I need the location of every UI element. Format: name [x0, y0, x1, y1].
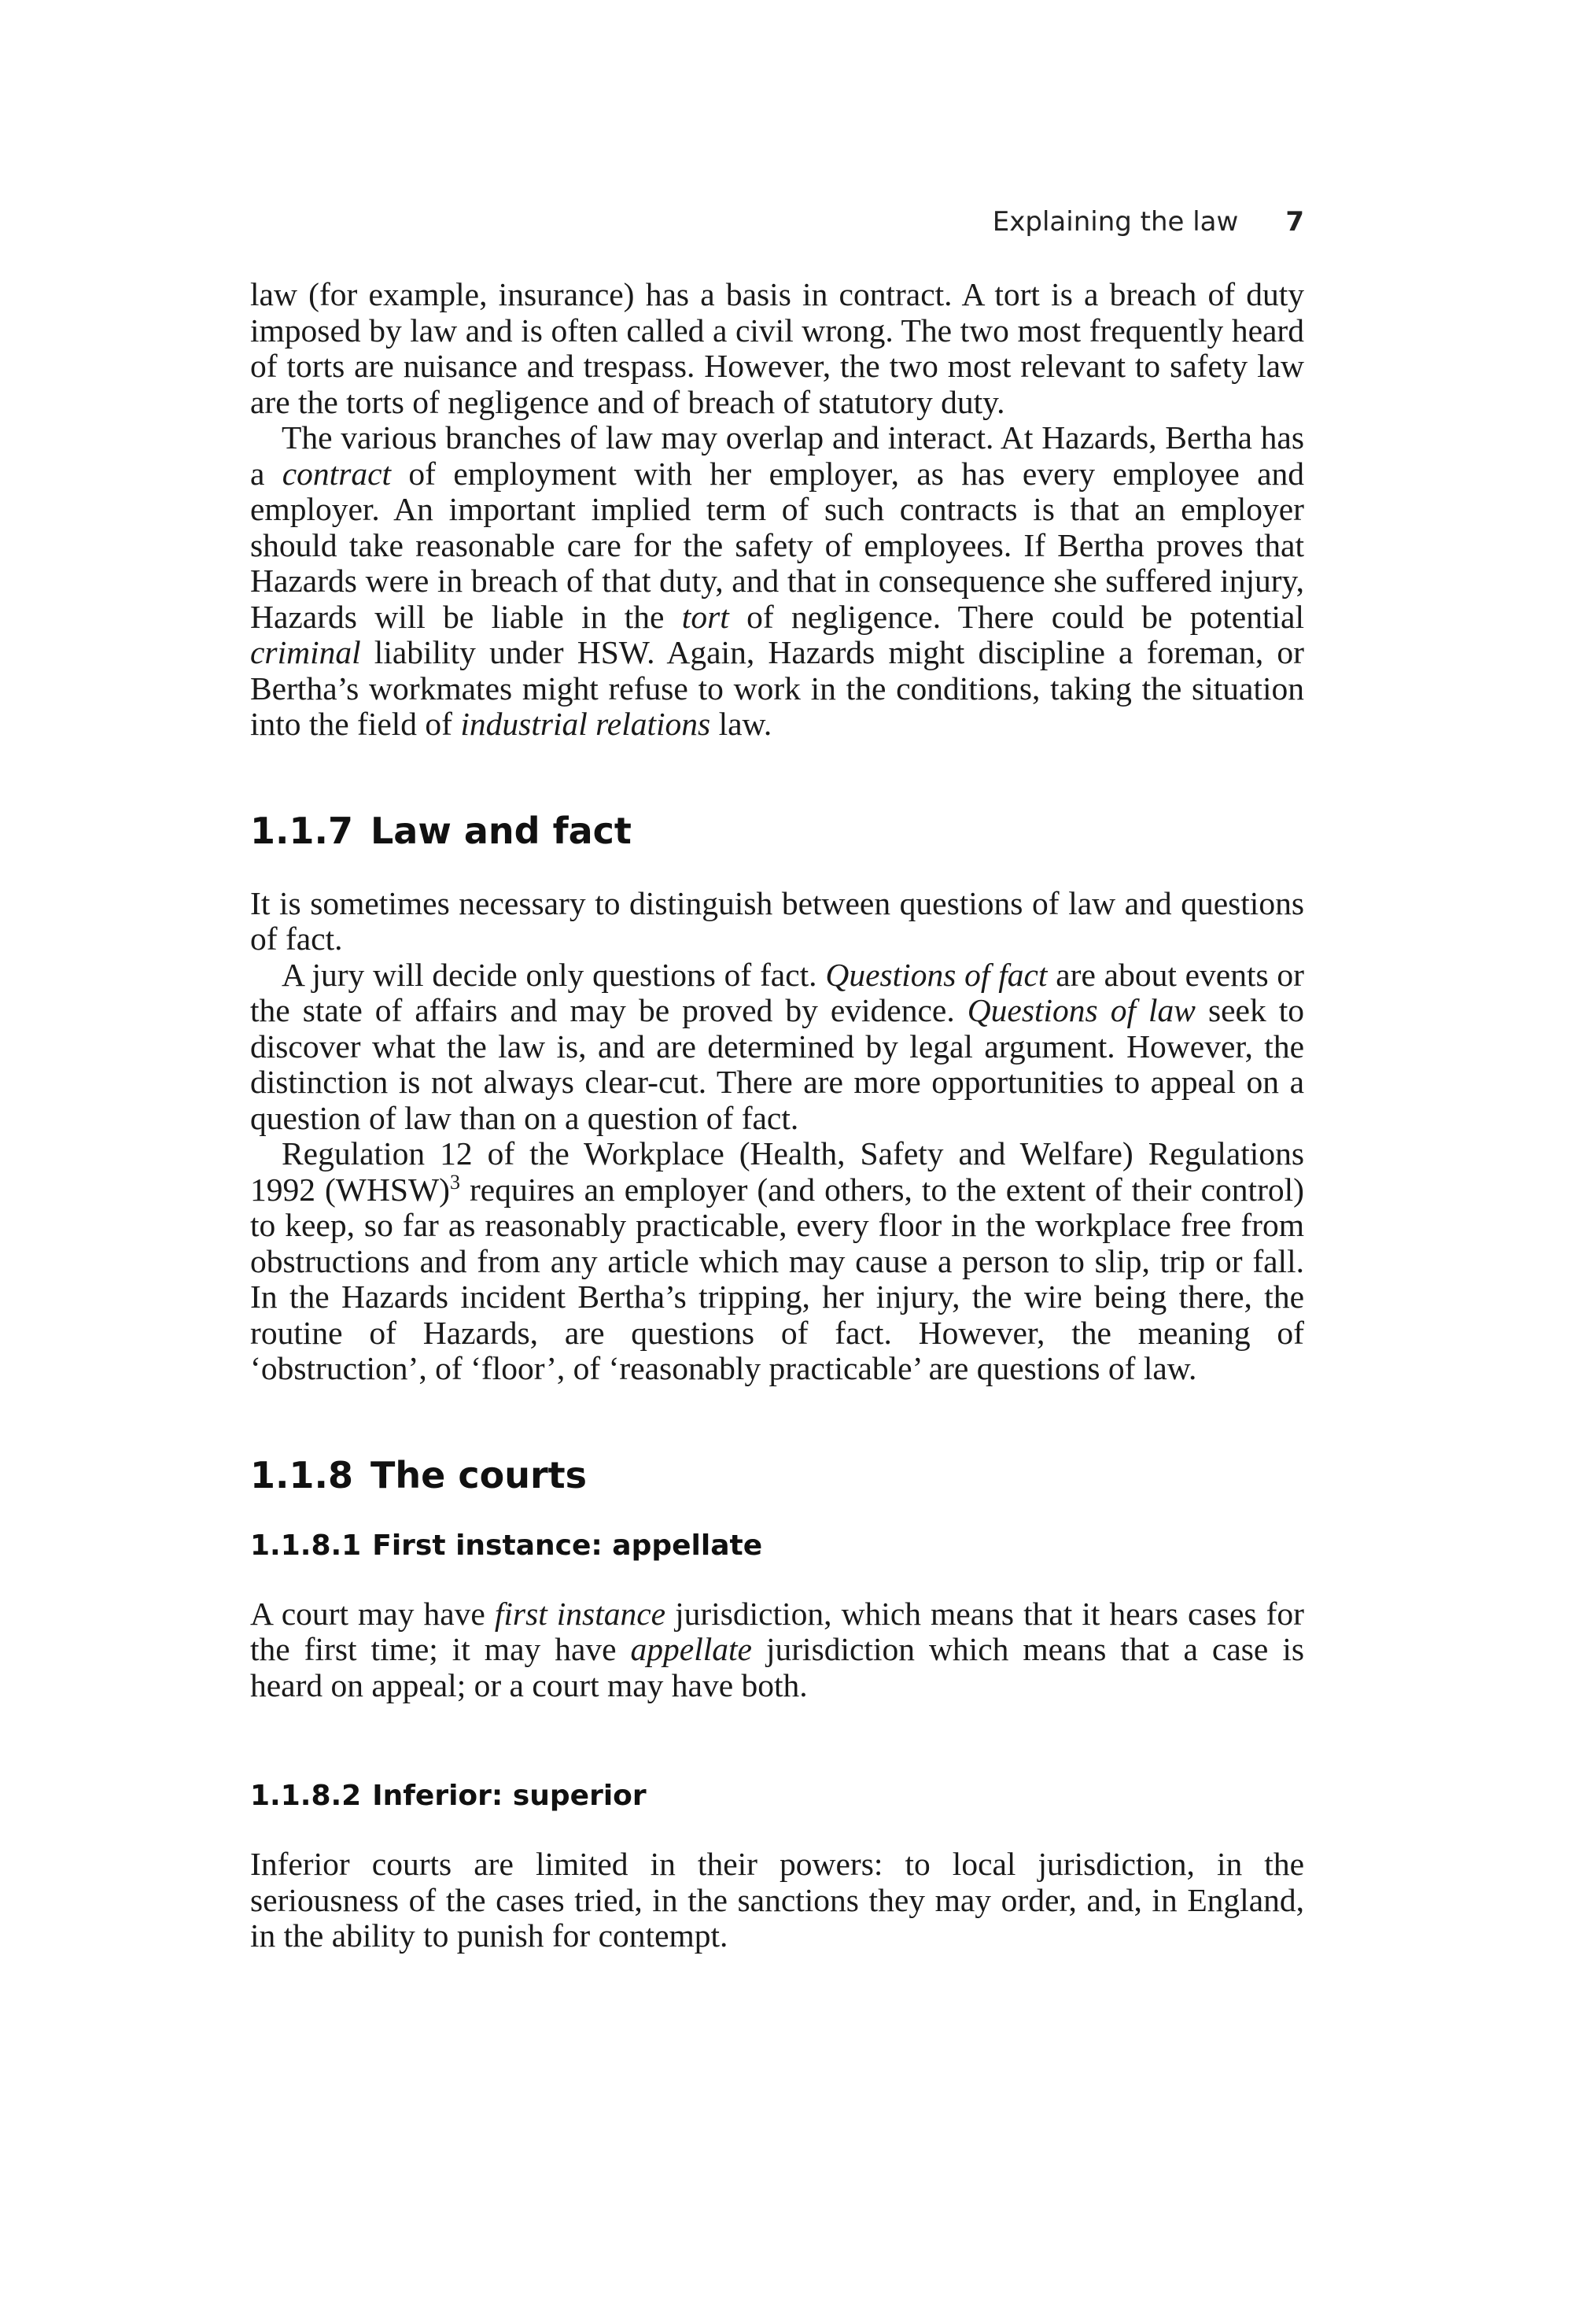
paragraph-jury: A jury will decide only questions of fact. Questions of fact are about events or the state of affairs and may be proved by evidence. Questions of law seek to discover what the law is, and are determined by legal argument. However, the distinction is not always clear-cut. There are more opportunities to appeal on a question of law than on a question of fact.: [250, 956, 1304, 1136]
running-header: [250, 206, 1304, 238]
paragraph-inferior-courts: Inferior courts are limited in their powers: to local jurisdiction, in the seriousness of the cases tried, in the sanctions they may order, and, in England, in the ability to punish for contempt.: [250, 1846, 1304, 1954]
section-title: The courts: [370, 1453, 587, 1496]
emphasis-questions-of-law: Questions of law: [967, 992, 1196, 1028]
emphasis-first-instance: first instance: [494, 1595, 666, 1632]
subsection-number: 1.1.8.2: [250, 1780, 362, 1812]
subsection-number: 1.1.8.1: [250, 1529, 362, 1562]
running-title: Explaining the law: [992, 206, 1239, 238]
section-heading-the-courts: [250, 1455, 1304, 1496]
emphasis-contract: contract: [282, 455, 392, 492]
emphasis-tort: tort: [681, 598, 729, 635]
subsection-title: Inferior: superior: [372, 1780, 647, 1812]
subsection-heading-inferior-superior: [250, 1779, 1304, 1814]
body-text: [250, 277, 1304, 1954]
section-title: Law and fact: [370, 809, 632, 852]
subsection-title: First instance: appellate: [372, 1529, 763, 1562]
paragraph-regulation-12: Regulation 12 of the Workplace (Health, Safety and Welfare) Regulations 1992 (WHSW)$^3$ requires an employer (and others, to the extent of their control) to keep, so far as reasonably practicable, every floor in the workplace free from obstructions and from any article which may cause a person to slip, trip or fall. In the Hazards incident Bertha’s tripping, her injury, the wire being there, the routine of Hazards, are questions of fact. However, the meaning of ‘obstruction’, of ‘floor’, of ‘reasonably practicable’ are questions of law.: [250, 1135, 1305, 1386]
paragraph-distinguish: It is sometimes necessary to distinguish between questions of law and questions of fact.: [250, 884, 1304, 957]
section-number: 1.1.8: [250, 1453, 353, 1496]
footnote-marker: 3: [450, 1170, 460, 1194]
subsection-heading-first-instance: [250, 1529, 1304, 1563]
section-number: 1.1.7: [250, 809, 353, 852]
emphasis-industrial-relations: industrial relations: [460, 706, 711, 742]
emphasis-appellate: appellate: [630, 1631, 752, 1667]
paragraph-continued: law (for example, insurance) has a basis in contract. A tort is a breach of duty imposed by law and is often called a civil wrong. The two most frequently heard of torts are nuisance and trespass. However, the two most relevant to safety law are the torts of negligence and of breach of statutory duty.: [250, 276, 1304, 420]
paragraph-branches-of-law: The various branches of law may overlap and interact. At Hazards, Bertha has a contract of employment with her employer, as has every employee and employer. An important implied term of such contracts is that an employer should take reasonable care for the safety of employees. If Bertha proves that Hazards were in breach of that duty, and that in consequence she suffered injury, Hazards will be liable in the tort of negligence. There could be potential criminal liability under HSW. Again, Hazards might discipline a foreman, or Bertha’s workmates might refuse to work in the conditions, taking the situation into the field of industrial relations law.: [250, 419, 1304, 742]
emphasis-questions-of-fact: Questions of fact: [825, 956, 1048, 993]
emphasis-criminal: criminal: [250, 634, 361, 670]
paragraph-first-instance: A court may have first instance jurisdiction, which means that it hears cases for the first time; it may have appellate jurisdiction which means that a case is heard on appeal; or a court may have both.: [250, 1595, 1304, 1703]
page-number: 7: [1285, 206, 1304, 238]
section-heading-law-and-fact: [250, 810, 1304, 851]
